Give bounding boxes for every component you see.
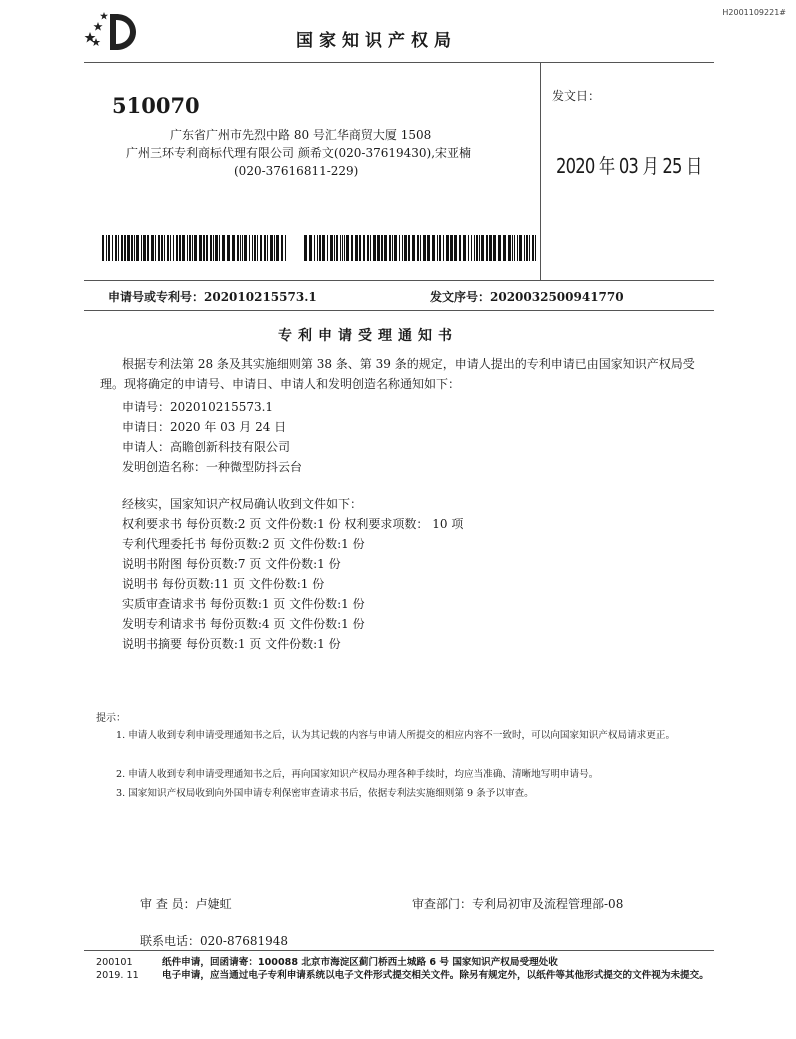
document-id: H2001109221# xyxy=(722,8,786,17)
form-date: 2019. 11 xyxy=(96,970,139,981)
recipient-agency: 广州三环专利商标代理有限公司 颜希文(020-37619430),宋亚楠 xyxy=(126,146,472,160)
examiner: 审 查 员：卢婕虹 xyxy=(140,897,232,911)
cnipa-logo-icon xyxy=(84,10,138,54)
notice-title: 专利申请受理通知书 xyxy=(278,328,458,344)
barcode-icon xyxy=(102,235,286,261)
contact-phone: 联系电话：020-87681948 xyxy=(140,934,289,948)
footer-electronic-note: 电子申请，应当通过电子专利申请系统以电子文件形式提交相关文件。除另有规定外，以纸件等其他形式提交的文件视为未提交。 xyxy=(162,970,709,981)
document-item: 专利代理委托书 每份页数:2 页 文件份数:1 份 xyxy=(122,537,365,551)
application-number: 申请号或专利号：202010215573.1 xyxy=(108,290,317,304)
recipient-phone: (020-37616811-229) xyxy=(234,164,359,178)
field-invention-title: 发明创造名称：一种微型防抖云台 xyxy=(122,460,303,474)
recipient-address: 广东省广州市先烈中路 80 号汇华商贸大厦 1508 xyxy=(170,128,432,142)
field-applicant: 申请人：高瞻创新科技有限公司 xyxy=(122,440,291,454)
document-item: 说明书摘要 每份页数:1 页 文件份数:1 份 xyxy=(122,637,341,651)
form-code: 200101 xyxy=(96,957,133,968)
vertical-divider xyxy=(540,62,541,280)
tip-item: 2. 申请人收到专利申请受理通知书之后，再向国家知识产权局办理各种手续时，均应当准确、清晰地写明申请号。 xyxy=(116,769,599,780)
field-application-date: 申请日：2020 年 03 月 24 日 xyxy=(122,420,287,434)
received-intro: 经核实，国家知识产权局确认收到文件如下： xyxy=(122,497,363,511)
document-item: 发明专利请求书 每份页数:4 页 文件份数:1 份 xyxy=(122,617,365,631)
send-date: 2020 年 03 月 25 日 xyxy=(556,154,702,178)
tip-item: 3. 国家知识产权局收到向外国申请专利保密审查请求书后，依据专利法实施细则第 9 条予以审查。 xyxy=(116,788,534,799)
examining-department: 审查部门：专利局初审及流程管理部-08 xyxy=(412,897,624,911)
document-item: 实质审查请求书 每份页数:1 页 文件份数:1 份 xyxy=(122,597,365,611)
numbers-divider-bottom xyxy=(84,310,714,311)
barcode-icon xyxy=(304,235,536,261)
field-application-number: 申请号：202010215573.1 xyxy=(122,400,274,414)
postcode: 510070 xyxy=(112,93,200,118)
document-item: 说明书附图 每份页数:7 页 文件份数:1 份 xyxy=(122,557,341,571)
office-title: 国家知识产权局 xyxy=(296,31,457,51)
footer-divider xyxy=(84,950,714,951)
tips-label: 提示： xyxy=(96,713,126,724)
send-date-label: 发文日： xyxy=(552,89,601,103)
serial-number: 发文序号：2020032500941770 xyxy=(430,290,624,304)
notice-intro: 根据专利法第 28 条及其实施细则第 38 条、第 39 条的规定，申请人提出的专利申请已由国家知识产权局受理。现将确定的申请号、申请日、申请人和发明创造名称通知如下： xyxy=(100,357,695,391)
footer-paper-note: 纸件申请，回函请寄：100088 北京市海淀区蓟门桥西土城路 6 号 国家知识产权局受理处收 xyxy=(162,957,558,968)
tip-item: 1. 申请人收到专利申请受理通知书之后，认为其记载的内容与申请人所提交的相应内容不一致时，可以向国家知识产权局请求更正。 xyxy=(116,730,676,741)
header-divider xyxy=(84,62,714,63)
document-item: 说明书 每份页数:11 页 文件份数:1 份 xyxy=(122,577,325,591)
numbers-divider-top xyxy=(84,280,714,281)
document-item: 权利要求书 每份页数:2 页 文件份数:1 份 权利要求项数： 10 项 xyxy=(122,517,464,531)
